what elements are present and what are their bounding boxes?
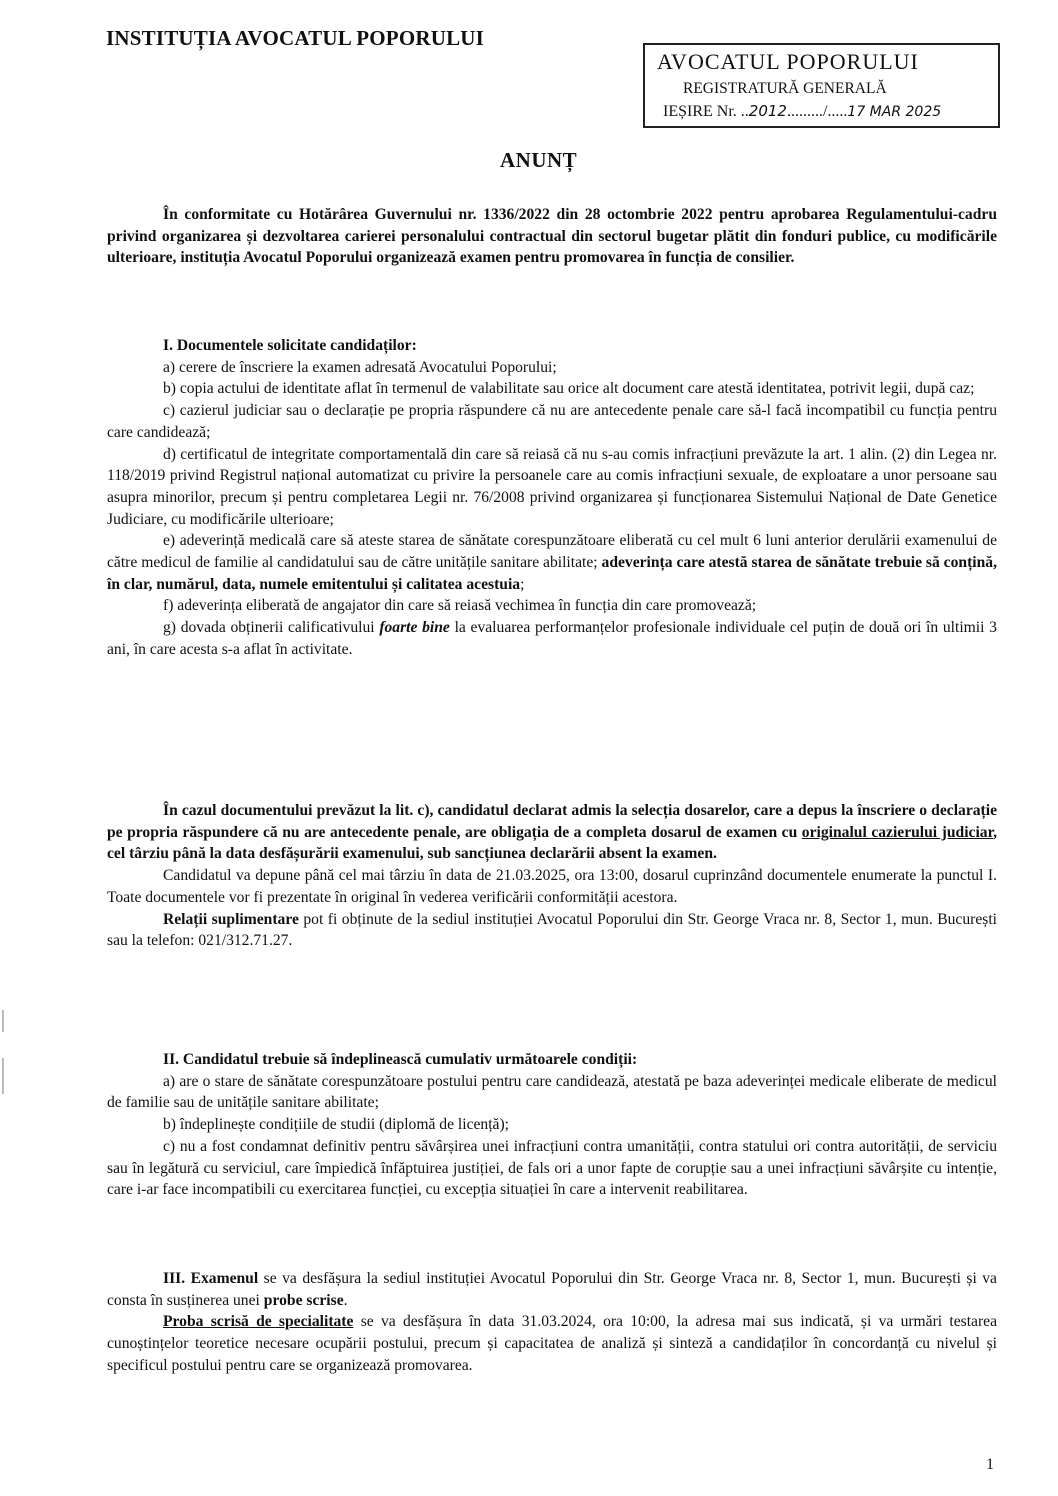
written-test-text: se va desfășura în data 31.03.2024, ora 10:00, la adresa mai sus indicată, și va urmări testarea cunoștințelor teoretice necesare ocupării postului, precum și capacitatea de analiză și sinteză a candidaților în concordanță cu nivelul și specificul postului pentru care se organizează promovarea. xyxy=(107,1313,998,1374)
registry-stamp xyxy=(643,43,1000,128)
section-heading: II. Candidatul trebuie să îndeplinească cumulativ următoarele condiții: xyxy=(163,1051,638,1068)
document-title: ANUNȚ xyxy=(500,148,578,172)
deadline-paragraph: Candidatul va depune până cel mai târziu în data de 21.03.2025, ora 13:00, dosarul cuprinzând documentele enumerate la punctul I. Toate documentele vor fi prezentate în original în vederea verificării conformității acestora. xyxy=(107,867,997,906)
item-text: e) adeverință medicală care să ateste starea de sănătate corespunzătoare eliberată cu cel mult 6 luni anterior derulării examenului de către medicul de familie al candidatului sau de către unitățile sanitare abilitate; xyxy=(107,532,997,572)
note-text: În cazul documentului prevăzut la lit. c), candidatul declarat admis la selecția dosarelor, care a depus la înscriere o declarație pe propria răspundere că nu are antecedente penale, are obligația de a completa dosarul de examen cu xyxy=(107,802,997,841)
list-item xyxy=(107,530,997,595)
note-section xyxy=(107,800,997,952)
stamp-number: 2012 xyxy=(748,102,787,120)
item-bold-text: adeverința care atestă starea de sănătate trebuie să conțină, în clar, numărul, data, numele emitentului și calitatea acestuia xyxy=(107,554,997,593)
note-paragraph xyxy=(107,800,997,865)
list-item: c) cazierul judiciar sau o declarație pe propria răspundere că nu are antecedente penale care să-l facă incompatibil cu funcția pentru care candidează; xyxy=(107,402,997,441)
list-item: a) cerere de înscriere la examen adresată Avocatului Poporului; xyxy=(163,358,557,376)
stamp-date: 17 MAR 2025 xyxy=(847,104,942,120)
section-conditions xyxy=(107,1049,997,1201)
section-heading: I. Documentele solicitate candidaților: xyxy=(163,337,417,354)
list-item: d) certificatul de integritate comportamentală din care să reiasă că nu s-au comis infracțiuni prevăzute la art. 1 alin. (2) din Legea nr. 118/2019 privind Registrul național automatizat cu privire la persoanele care au comis infracțiuni sexuale, de exploatare a unor persoane sau asupra minorilor, precum și pentru completarea Legii nr. 76/2008 privind organizarea și funcționarea Sistemului Național de Date Genetice Judiciare, cu modificările ulterioare; xyxy=(107,445,997,528)
stamp-exit-label: IEȘIRE Nr. xyxy=(663,103,737,120)
scan-edge-mark xyxy=(2,1010,4,1032)
stamp-registry: REGISTRATURĂ GENERALĂ xyxy=(683,80,887,97)
stamp-dots: ........./..... xyxy=(786,103,848,120)
note-underlined: originalul cazierului judiciar xyxy=(801,823,994,841)
item-emphasis: foarte bine xyxy=(379,619,450,637)
stamp-dots: .. xyxy=(740,103,749,120)
note-text: , cel târziu până la data desfășurării examenului, sub sancțiunea declarării absent la examen. xyxy=(107,823,997,863)
list-item: b) copia actului de identitate aflat în termenul de valabilitate sau orice alt document care atestă identitatea, potrivit legii, după caz; xyxy=(163,380,975,398)
written-test-label: Proba scrisă de specialitate xyxy=(163,1313,354,1331)
list-item: c) nu a fost condamnat definitiv pentru săvârșirea unei infracțiuni contra umanității, contra statului ori contra autorității, de serviciu sau în legătură cu serviciul, care împiedică înfăptuirea justiției, de fals ori a unor fapte de corupție sau a unei infracțiuni săvârșite cu intenție, care i-ar face incompatibili cu exercitarea funcției, cu excepția situației în care a intervenit reabilitarea. xyxy=(107,1137,997,1199)
page-number: 1 xyxy=(986,1456,994,1473)
info-text: pot fi obținute de la sediul instituției Avocatul Poporului din Str. George Vraca nr. 8, Sector 1, mun. București sau la telefon: 021/312.71.27. xyxy=(107,910,997,950)
item-text: la evaluarea performanțelor profesionale individuale cel puțin de două ori în ultimii 3 ani, în care acesta s-a aflat în activitate. xyxy=(107,619,997,658)
section-exam xyxy=(107,1268,997,1377)
exam-bold: probe scrise xyxy=(263,1291,344,1309)
exam-text: . xyxy=(343,1291,348,1309)
stamp-exit-line xyxy=(663,102,941,121)
intro-paragraph xyxy=(107,204,997,269)
list-item xyxy=(107,617,997,660)
stamp-title: AVOCATUL POPORULUI xyxy=(657,49,919,74)
scan-edge-mark xyxy=(2,1058,4,1094)
info-paragraph xyxy=(107,909,997,952)
list-item: a) are o stare de sănătate corespunzătoare postului pentru care candidează, atestată pe baza adeverinței medicale eliberate de medicul de familie sau de unitățile sanitare abilitate; xyxy=(107,1072,997,1112)
section-heading: III. Examenul xyxy=(163,1270,259,1287)
info-label: Relații suplimentare xyxy=(163,910,299,928)
institution-name: INSTITUȚIA AVOCATUL POPORULUI xyxy=(106,26,485,50)
intro-text: În conformitate cu Hotărârea Guvernului nr. 1336/2022 din 28 octombrie 2022 pentru aprobarea Regulamentului-cadru privind organizarea și dezvoltarea carierei personalului contractual din sectorul bugetar plătit din fonduri publice, cu modificările ulterioare, instituția Avocatul Poporului organizează examen pentru promovarea în funcția de consilier. xyxy=(107,206,997,267)
exam-text: se va desfășura la sediul instituției Avocatul Poporului din Str. George Vraca nr. 8, Sector 1, mun. București și va consta în susținerea unei xyxy=(107,1270,997,1309)
exam-paragraph xyxy=(107,1268,997,1311)
written-test-paragraph xyxy=(107,1311,997,1376)
item-text: g) dovada obținerii calificativului xyxy=(163,619,375,637)
section-documents xyxy=(107,335,997,661)
list-item: b) îndeplinește condițiile de studii (diplomă de licență); xyxy=(163,1116,510,1134)
list-item: f) adeverința eliberată de angajator din care să reiasă vechimea în funcția din care promovează; xyxy=(163,597,757,615)
item-text: ; xyxy=(520,575,525,593)
